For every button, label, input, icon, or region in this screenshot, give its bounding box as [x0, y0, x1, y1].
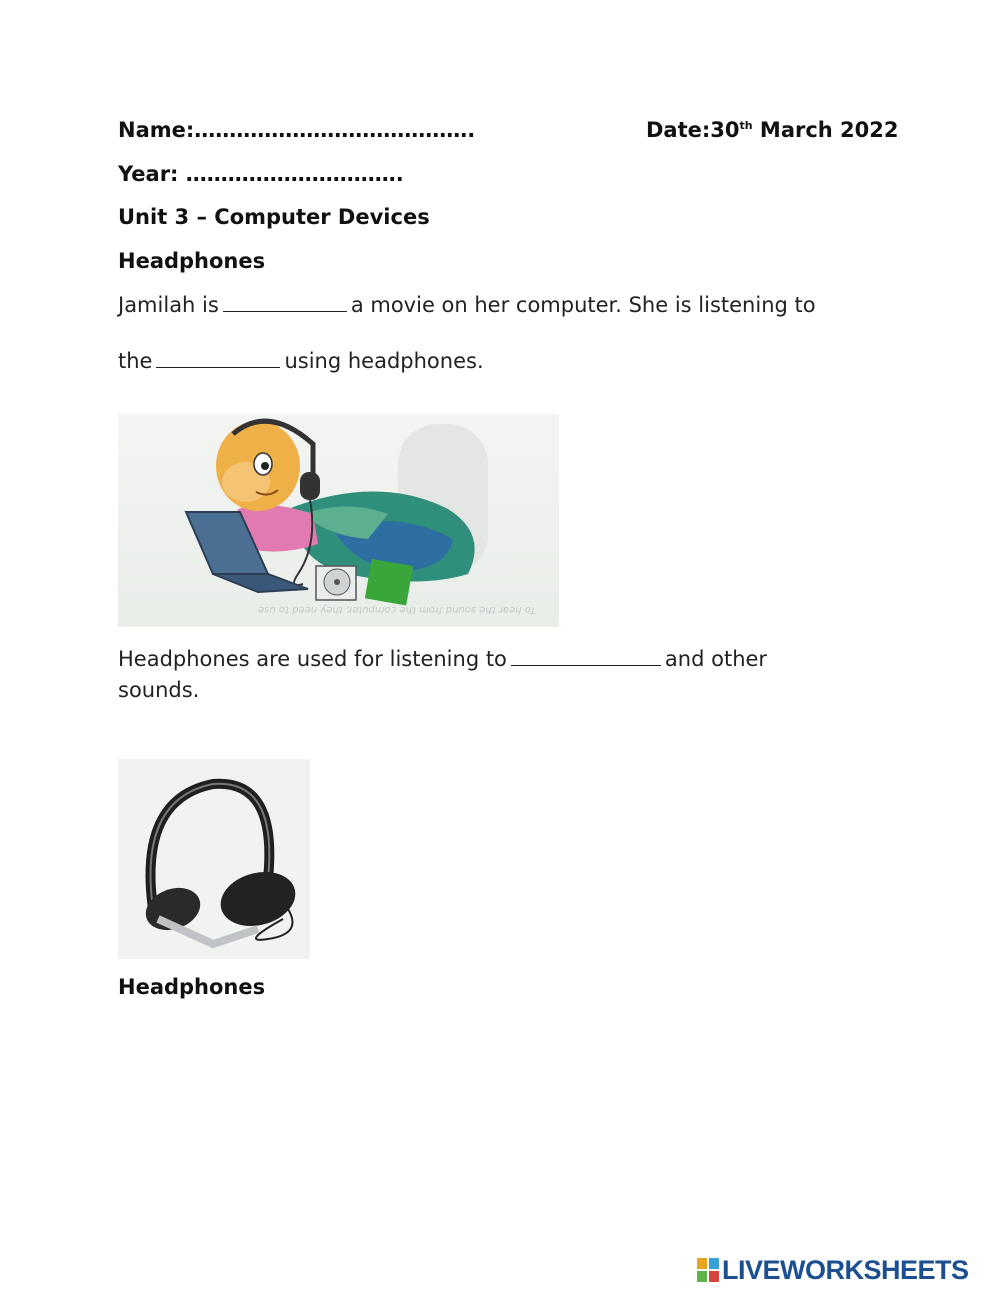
- date-label: Date:30th March 2022: [646, 118, 899, 142]
- headphones-photo: [118, 759, 310, 959]
- logo-badge-icon: [697, 1258, 719, 1282]
- paragraph2: Headphones are used for listening to and other sounds.: [118, 647, 768, 702]
- photo-caption: Headphones: [118, 975, 266, 999]
- paragraph1-line1: Jamilah is a movie on her computer. She is listening to: [118, 293, 816, 317]
- liveworksheets-logo: [697, 1255, 969, 1285]
- name-field-label: Name:………………………………….: [118, 118, 476, 142]
- illustration-art: [118, 414, 559, 627]
- unit-title: Unit 3 – Computer Devices: [118, 205, 430, 229]
- illustration-faint-text: To hear the sound from the computer, they need to use: [258, 604, 536, 615]
- blank-answer-1[interactable]: [223, 291, 347, 312]
- headphones-icon: [118, 759, 310, 959]
- paragraph1-line2: the using headphones.: [118, 349, 484, 373]
- girl-with-laptop-illustration: [118, 414, 559, 627]
- blank-answer-3[interactable]: [511, 645, 661, 666]
- blank-answer-2[interactable]: [156, 347, 280, 368]
- logo-text: LIVEWORKSHEETS: [722, 1254, 969, 1285]
- year-field-label: Year: ………………………….: [118, 162, 404, 186]
- section-heading: Headphones: [118, 249, 266, 273]
